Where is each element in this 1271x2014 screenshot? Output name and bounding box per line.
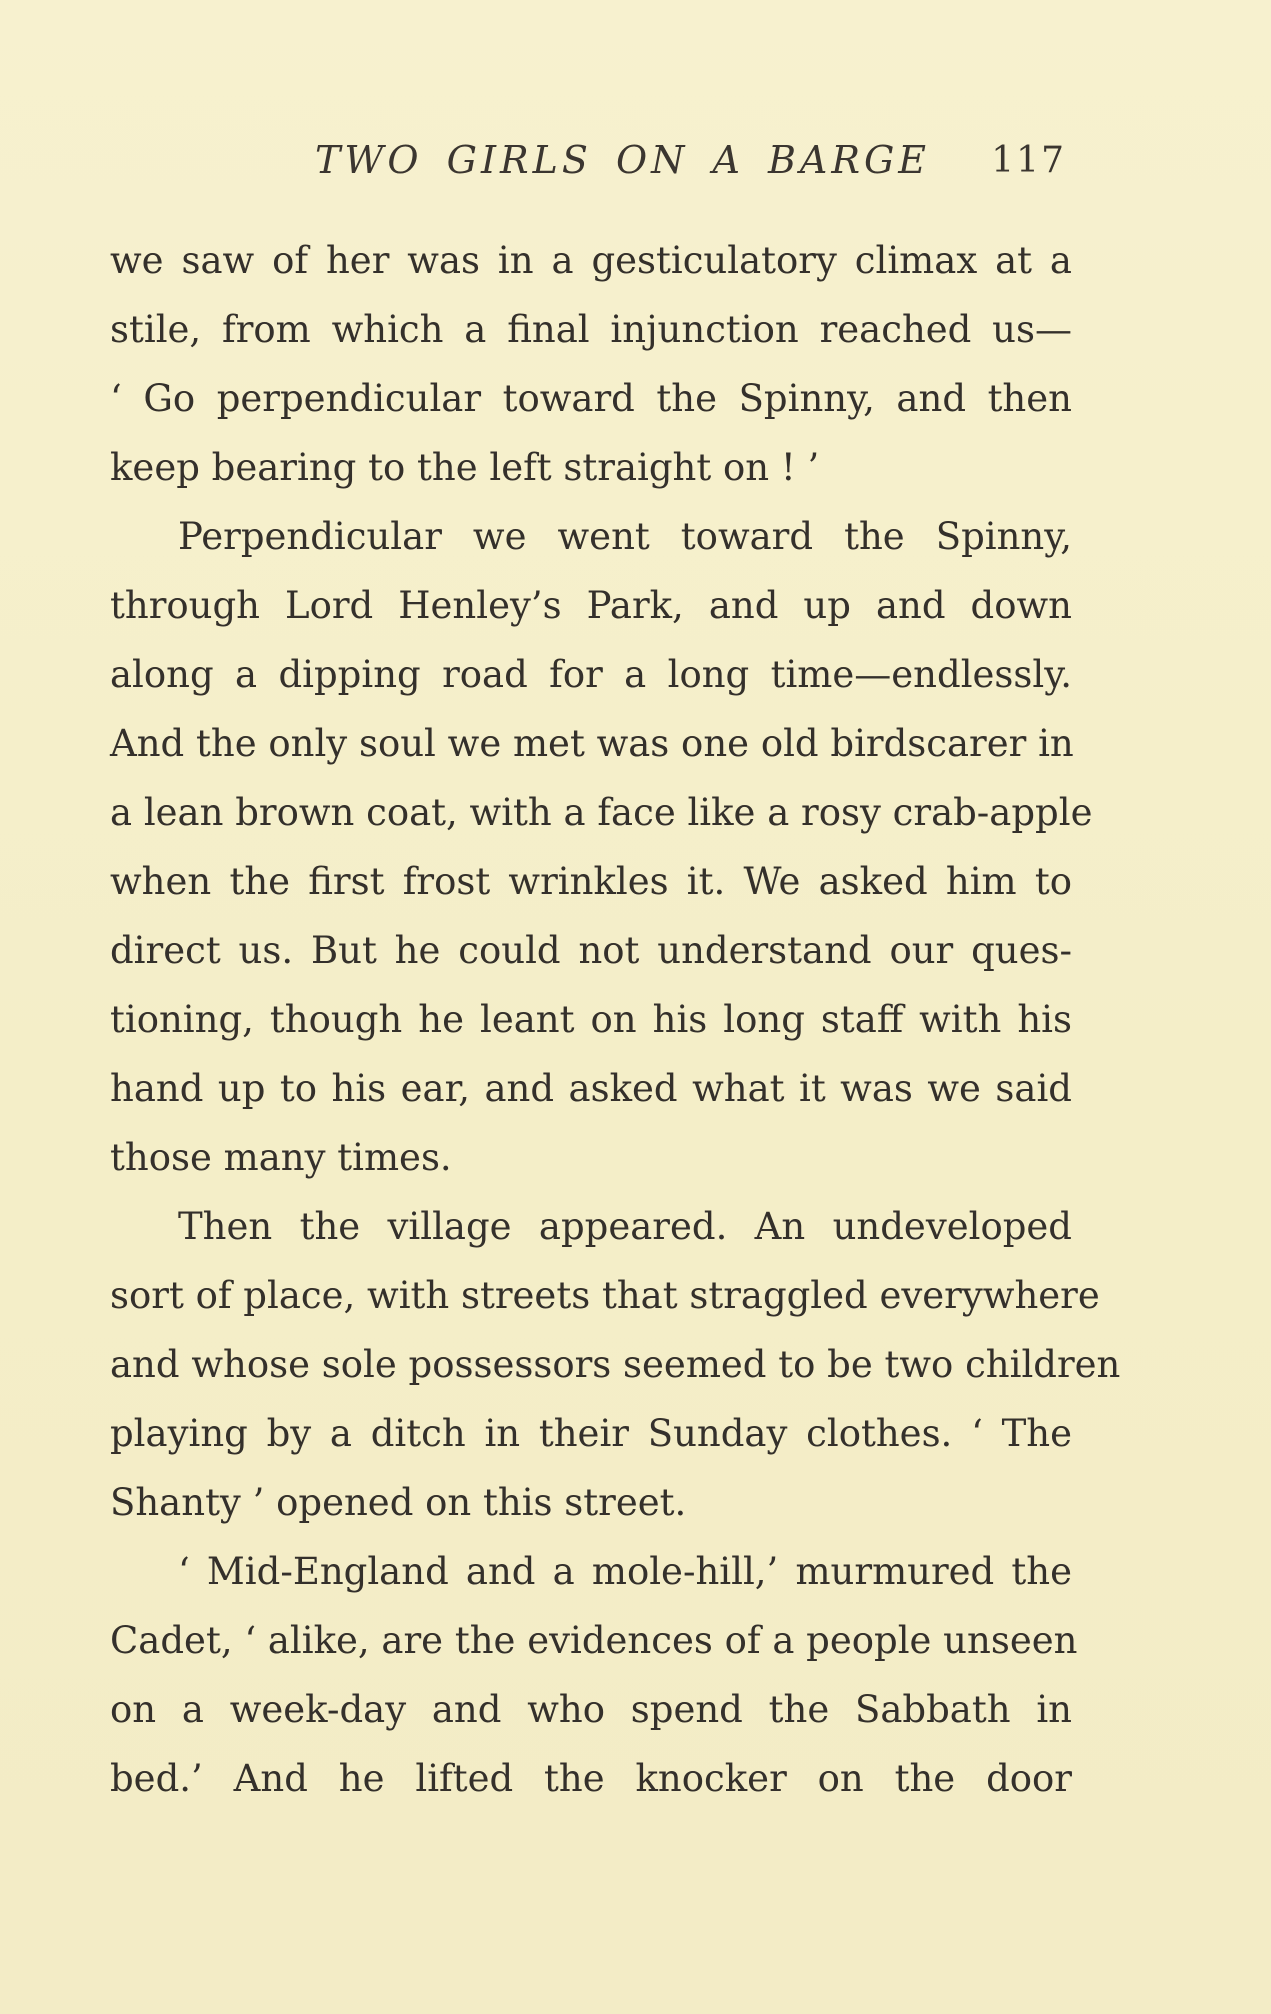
text-line: Perpendicular we went toward the Spinny, xyxy=(178,515,1072,558)
text-line: direct us. But he could not understand our ques- xyxy=(110,929,1072,972)
text-line: Shanty ’ opened on this street. xyxy=(110,1481,687,1524)
text-line: when the first frost wrinkles it. We asked him to xyxy=(110,860,1072,903)
text-line: Then the village appeared. An undeveloped xyxy=(178,1205,1072,1248)
text-line: ‘ Go perpendicular toward the Spinny, and then xyxy=(110,377,1072,420)
text-line: hand up to his ear, and asked what it was we said xyxy=(110,1067,1072,1110)
text-line: And the only soul we met was one old birdscarer in xyxy=(110,722,1074,765)
text-line: a lean brown coat, with a face like a rosy crab-apple xyxy=(110,791,1093,834)
text-line: tioning, though he leant on his long staff with his xyxy=(110,998,1072,1041)
text-line: bed.’ And he lifted the knocker on the door xyxy=(110,1757,1072,1800)
text-line: on a week-day and who spend the Sabbath in xyxy=(110,1688,1072,1731)
body-text xyxy=(110,226,1121,1813)
text-line: stile, from which a final injunction reached us— xyxy=(110,308,1072,351)
text-line: and whose sole possessors seemed to be two children xyxy=(110,1343,1121,1386)
text-line: those many times. xyxy=(110,1136,452,1179)
text-line: playing by a ditch in their Sunday clothes. ‘ The xyxy=(110,1412,1072,1455)
page-header xyxy=(110,138,1072,198)
running-title: TWO GIRLS ON A BARGE xyxy=(315,138,931,182)
text-line: along a dipping road for a long time—endlessly. xyxy=(110,653,1072,696)
text-line: Cadet, ‘ alike, are the evidences of a people unseen xyxy=(110,1619,1078,1662)
text-line: ‘ Mid-England and a mole-hill,’ murmured the xyxy=(178,1550,1072,1593)
text-line: sort of place, with streets that straggled everywhere xyxy=(110,1274,1100,1317)
text-line: keep bearing to the left straight on ! ’ xyxy=(110,446,820,489)
page-number: 117 xyxy=(991,140,1066,181)
text-line: through Lord Henley’s Park, and up and down xyxy=(110,584,1072,627)
text-line: we saw of her was in a gesticulatory climax at a xyxy=(110,239,1072,282)
